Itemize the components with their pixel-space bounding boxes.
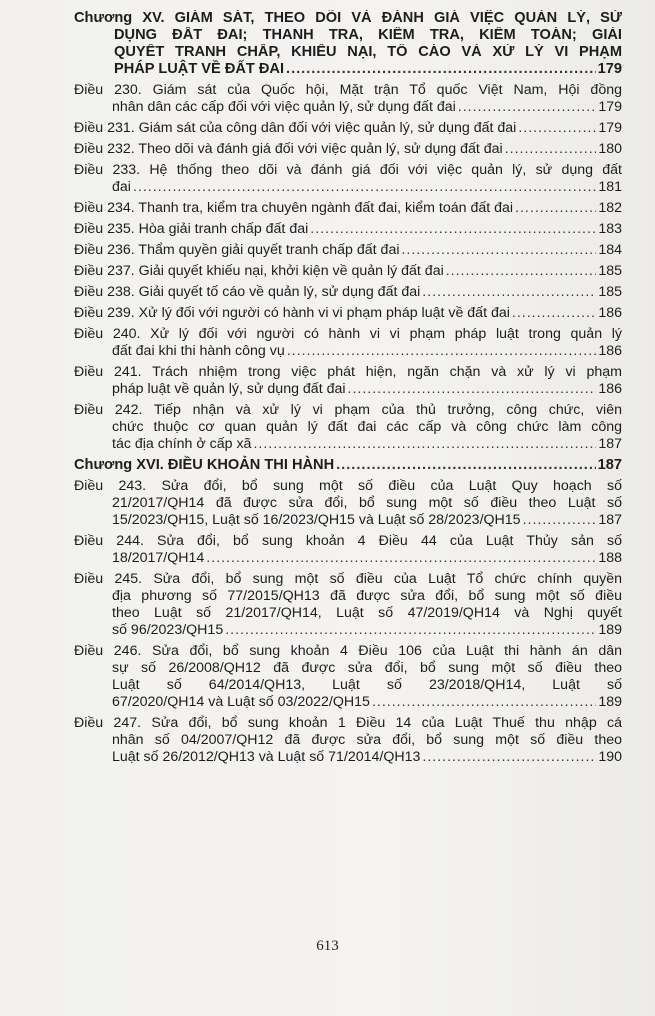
toc-line-text: Chương XV. GIÁM SÁT, THEO DÕI VÀ ĐÁNH GIÁ VIỆC QUẢN LÝ, SỬ <box>74 10 622 26</box>
toc-article <box>74 242 622 259</box>
toc-chapter <box>74 10 622 78</box>
toc-line-text: chức thuộc cơ quan quản lý đất đai các cấp và công chức làm công <box>112 419 622 435</box>
toc-line-with-page <box>74 305 622 322</box>
toc-line-text: Điều 244. Sửa đổi, bổ sung khoản 4 Điều 44 của Luật Thủy sản số <box>74 533 622 549</box>
toc-line-text: Điều 246. Sửa đổi, bổ sung khoản 4 Điều 106 của Luật thi hành án dân <box>74 643 622 659</box>
toc-line-with-page <box>74 512 622 529</box>
toc-line-text: Điều 239. Xử lý đối với người có hành vi vi phạm pháp luật về đất đai <box>74 305 510 321</box>
toc-line-text: Điều 235. Hòa giải tranh chấp đất đai <box>74 221 309 237</box>
toc-line-with-page <box>74 242 622 259</box>
dot-leader <box>512 305 596 322</box>
dot-leader <box>518 120 596 137</box>
toc-line-with-page <box>74 221 622 238</box>
toc-line-with-page <box>74 120 622 137</box>
dot-leader <box>515 200 596 217</box>
dot-leader <box>253 436 596 453</box>
toc-page-ref: 189 <box>598 622 622 638</box>
toc-page-ref: 189 <box>598 694 622 710</box>
toc-line-text: Luật số 64/2014/QH13, Luật số 23/2018/QH14, Luật số <box>112 677 622 693</box>
toc-line-text: pháp luật về quản lý, sử dụng đất đai <box>112 381 346 397</box>
toc-line-text: Điều 247. Sửa đổi, bổ sung khoản 1 Điều 14 của Luật Thuế thu nhập cá <box>74 715 622 731</box>
toc-article <box>74 364 622 398</box>
toc-page-ref: 187 <box>598 436 622 452</box>
toc-article <box>74 326 622 360</box>
toc-line-with-page <box>74 263 622 280</box>
toc-page-ref: 179 <box>598 99 622 115</box>
toc-line-text: Điều 234. Thanh tra, kiểm tra chuyên ngành đất đai, kiểm toán đất đai <box>74 200 514 216</box>
toc-article <box>74 162 622 196</box>
toc-line-text: DỤNG ĐẤT ĐAI; THANH TRA, KIỂM TRA, KIỂM TOÁN; GIẢI <box>114 27 622 43</box>
toc-line-text: Chương XVI. ĐIỀU KHOẢN THI HÀNH <box>74 457 335 473</box>
dot-leader <box>206 550 596 567</box>
toc-line-text: Điều 238. Giải quyết tố cáo về quản lý, sử dụng đất đai <box>74 284 421 300</box>
dot-leader <box>310 221 596 238</box>
toc-article <box>74 305 622 322</box>
toc-line-with-page <box>74 381 622 398</box>
dot-leader <box>336 457 596 474</box>
toc-line-text: QUYẾT TRANH CHẤP, KHIẾU NẠI, TỐ CÁO VÀ XỬ LÝ VI PHẠM <box>114 44 622 60</box>
toc-article <box>74 221 622 238</box>
dot-leader <box>446 263 597 280</box>
toc-line-with-page <box>74 179 622 196</box>
toc-line-with-page <box>74 457 622 474</box>
toc-article <box>74 643 622 711</box>
toc-article <box>74 478 622 529</box>
toc-line-text: 18/2017/QH14 <box>112 550 205 566</box>
toc-page-ref: 188 <box>598 550 622 566</box>
dot-leader <box>348 381 597 398</box>
toc-line-text: Điều 231. Giám sát của công dân đối với việc quản lý, sử dụng đất đai <box>74 120 517 136</box>
toc-line-text: 15/2023/QH15, Luật số 16/2023/QH15 và Luật số 28/2023/QH15 <box>112 512 521 528</box>
toc-page-ref: 187 <box>598 512 622 528</box>
toc-line-with-page <box>74 141 622 158</box>
toc-line-text: Điều 236. Thẩm quyền giải quyết tranh chấp đất đai <box>74 242 400 258</box>
dot-leader <box>523 512 597 529</box>
toc-line-text: sự số 26/2008/QH12 đã được sửa đổi, bổ sung một số điều theo <box>112 660 622 676</box>
toc-line-text: 21/2017/QH14 đã được sửa đổi, bổ sung một số điều theo Luật số <box>112 495 622 511</box>
dot-leader <box>287 343 597 360</box>
toc-article <box>74 533 622 567</box>
dot-leader <box>422 284 596 301</box>
toc-line-text: nhân dân các cấp đối với việc quản lý, sử dụng đất đai <box>112 99 456 115</box>
toc-line-with-page <box>74 622 622 639</box>
toc-line-text: tác địa chính ở cấp xã <box>112 436 252 452</box>
toc-line-with-page <box>74 694 622 711</box>
toc-line-text: Điều 245. Sửa đổi, bổ sung một số điều của Luật Tổ chức chính quyền <box>74 571 622 587</box>
toc-page-ref: 183 <box>598 221 622 237</box>
dot-leader <box>505 141 597 158</box>
toc-page-ref: 187 <box>597 457 622 473</box>
toc-page-ref: 181 <box>598 179 622 195</box>
toc-line-text: Điều 242. Tiếp nhận và xử lý vi phạm của thủ trưởng, công chức, viên <box>74 402 622 418</box>
toc-page-ref: 179 <box>597 61 622 77</box>
toc-line-text: PHÁP LUẬT VỀ ĐẤT ĐAI <box>114 61 285 77</box>
toc-article <box>74 571 622 639</box>
toc-line-text: Điều 241. Trách nhiệm trong việc phát hiện, ngăn chặn và xử lý vi phạm <box>74 364 622 380</box>
dot-leader <box>133 179 596 196</box>
toc-page-ref: 190 <box>598 749 622 765</box>
toc-page-ref: 186 <box>598 305 622 321</box>
toc-page-ref: 184 <box>598 242 622 258</box>
toc-line-text: 67/2020/QH14 và Luật số 03/2022/QH15 <box>112 694 370 710</box>
toc-page-ref: 180 <box>598 141 622 157</box>
table-of-contents <box>74 10 622 770</box>
toc-line-text: Điều 232. Theo dõi và đánh giá đối với việc quản lý, sử dụng đất đai <box>74 141 503 157</box>
toc-line-text: Luật số 26/2012/QH13 và Luật số 71/2014/QH13 <box>112 749 421 765</box>
toc-article <box>74 200 622 217</box>
toc-article <box>74 284 622 301</box>
dot-leader <box>286 61 596 78</box>
toc-line-with-page <box>74 749 622 766</box>
toc-article <box>74 82 622 116</box>
dot-leader <box>458 99 597 116</box>
toc-chapter <box>74 457 622 474</box>
dot-leader <box>225 622 596 639</box>
toc-line-text: địa phương số 77/2015/QH13 đã được sửa đổi, bổ sung một số điều <box>112 588 622 604</box>
toc-line-with-page <box>74 99 622 116</box>
toc-article <box>74 263 622 280</box>
toc-page-ref: 185 <box>598 284 622 300</box>
toc-line-text: nhân số 04/2007/QH12 đã được sửa đổi, bổ sung một số điều theo <box>112 732 622 748</box>
toc-page-ref: 186 <box>598 381 622 397</box>
toc-line-text: Điều 237. Giải quyết khiếu nại, khởi kiện về quản lý đất đai <box>74 263 444 279</box>
toc-page-ref: 186 <box>598 343 622 359</box>
toc-line-with-page <box>74 343 622 360</box>
toc-article <box>74 120 622 137</box>
toc-line-text: Điều 230. Giám sát của Quốc hội, Mặt trận Tổ quốc Việt Nam, Hội đồng <box>74 82 622 98</box>
toc-page-ref: 185 <box>598 263 622 279</box>
toc-line-with-page <box>74 61 622 78</box>
toc-line-text: Điều 233. Hệ thống theo dõi và đánh giá đối với việc quản lý, sử dụng đất <box>74 162 622 178</box>
toc-page-ref: 179 <box>598 120 622 136</box>
dot-leader <box>401 242 596 259</box>
toc-line-text: Điều 240. Xử lý đối với người có hành vi vi phạm pháp luật trong quản lý <box>74 326 622 342</box>
page-number: 613 <box>316 938 339 954</box>
toc-line-text: số 96/2023/QH15 <box>112 622 224 638</box>
toc-line-with-page <box>74 550 622 567</box>
toc-page-ref: 182 <box>598 200 622 216</box>
toc-article <box>74 402 622 453</box>
toc-line-text: theo Luật số 21/2017/QH14, Luật số 47/2019/QH14 và Nghị quyết <box>112 605 622 621</box>
toc-article <box>74 715 622 766</box>
toc-article <box>74 141 622 158</box>
toc-line-text: đai <box>112 179 131 195</box>
toc-line-text: đất đai khi thi hành công vụ <box>112 343 285 359</box>
toc-line-with-page <box>74 200 622 217</box>
toc-line-text: Điều 243. Sửa đổi, bổ sung một số điều của Luật Quy hoạch số <box>74 478 622 494</box>
toc-line-with-page <box>74 284 622 301</box>
dot-leader <box>372 694 596 711</box>
toc-line-with-page <box>74 436 622 453</box>
dot-leader <box>422 749 596 766</box>
